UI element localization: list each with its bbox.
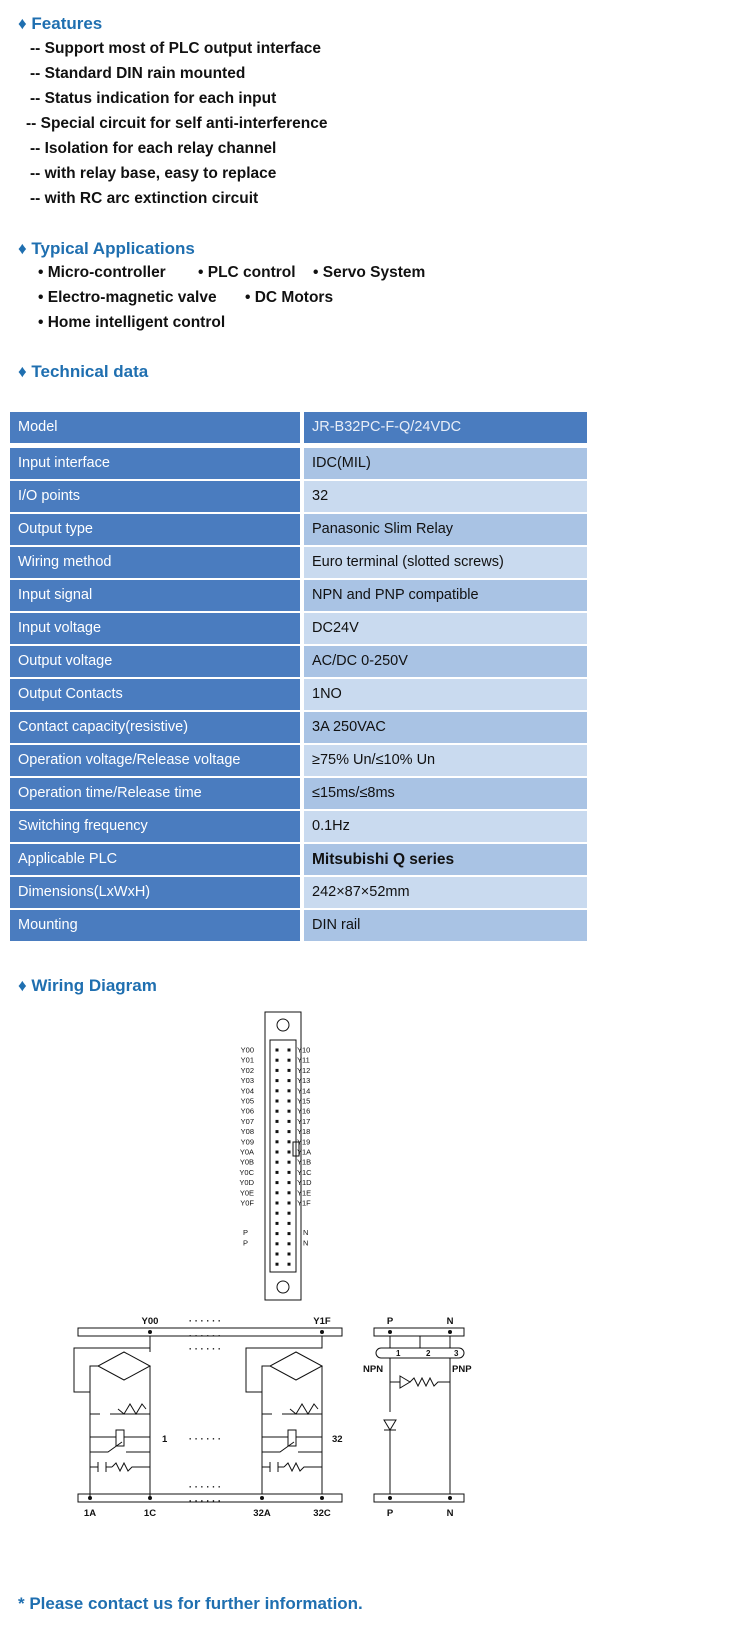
spec-key: Input voltage — [10, 613, 300, 644]
spec-value: 1NO — [304, 679, 587, 710]
spec-row — [10, 679, 587, 710]
diode — [384, 1420, 396, 1430]
wire — [246, 1336, 322, 1392]
relay-contact — [262, 1442, 322, 1452]
connector-pin-label: Y0F — [240, 1198, 254, 1208]
connector-pin-label: Y18 — [297, 1127, 311, 1137]
connector-pin-label: Y10 — [297, 1045, 311, 1055]
capacitor — [262, 1462, 284, 1472]
connector-pin — [276, 1191, 279, 1194]
label-channel-32: 32 — [332, 1434, 343, 1445]
connector-pin-label: Y00 — [240, 1045, 254, 1055]
connector-pin — [276, 1161, 279, 1164]
terminal-dot — [88, 1496, 92, 1500]
label-dots: · · · · · · — [188, 1482, 222, 1493]
terminal-dot — [148, 1330, 152, 1334]
applications-title: ♦ Typical Applications — [18, 239, 195, 258]
capacitor — [90, 1462, 112, 1472]
connector-pin — [276, 1212, 279, 1215]
spec-row — [10, 778, 587, 809]
label-dots: · · · · · · — [188, 1316, 222, 1327]
connector-pin-label: Y03 — [240, 1076, 254, 1086]
connector-pin — [276, 1059, 279, 1062]
wiring-title: ♦ Wiring Diagram — [18, 976, 157, 995]
connector-pin-label: Y06 — [240, 1106, 254, 1116]
label-n-bottom: N — [446, 1508, 454, 1519]
connector-pin-label: Y08 — [240, 1127, 254, 1137]
connector-pin — [276, 1140, 279, 1143]
spec-row — [10, 448, 587, 479]
connector-pin-label: Y07 — [240, 1116, 254, 1126]
spec-value: ≥75% Un/≤10% Un — [304, 745, 587, 776]
connector-pin — [288, 1100, 291, 1103]
label-npn: NPN — [363, 1364, 384, 1375]
features-title: ♦ Features — [18, 14, 103, 33]
label-switch-1: 1 — [396, 1349, 401, 1358]
connector-pin-label: Y19 — [297, 1137, 311, 1147]
connector-pin-label: Y15 — [297, 1096, 311, 1106]
rectifier-bridge — [270, 1352, 322, 1380]
wire — [262, 1414, 322, 1437]
rectifier-bridge — [98, 1352, 150, 1380]
connector-pin — [276, 1181, 279, 1184]
spec-row — [10, 712, 587, 743]
connector-pin — [288, 1181, 291, 1184]
connector-pin-label: Y16 — [297, 1106, 311, 1116]
connector-pin-label: N — [303, 1238, 309, 1248]
terminal-dot — [388, 1496, 392, 1500]
connector-pin — [276, 1110, 279, 1113]
connector-pin-label: Y05 — [240, 1096, 254, 1106]
application-item: • DC Motors — [245, 289, 334, 306]
wire — [90, 1366, 98, 1392]
connector-pin-label: Y0D — [239, 1178, 254, 1188]
spec-row — [10, 910, 587, 941]
feature-item: -- Support most of PLC output interface — [30, 40, 322, 57]
terminal-dot — [448, 1330, 452, 1334]
spec-value: Euro terminal (slotted screws) — [304, 547, 587, 578]
connector-pin — [276, 1130, 279, 1133]
application-item: • PLC control — [198, 264, 296, 281]
label-y00: Y00 — [141, 1316, 159, 1327]
connector-pin — [288, 1120, 291, 1123]
spec-value: AC/DC 0-250V — [304, 646, 587, 677]
spec-key: Input interface — [10, 448, 300, 479]
spec-key: Operation time/Release time — [10, 778, 300, 809]
connector-pin — [288, 1212, 291, 1215]
connector-pin-label: Y1E — [297, 1188, 312, 1198]
resistor — [118, 1404, 146, 1414]
connector-pin — [276, 1253, 279, 1256]
spec-key: Dimensions(LxWxH) — [10, 877, 300, 908]
spec-value: ≤15ms/≤8ms — [304, 778, 587, 809]
spec-row — [10, 613, 587, 644]
connector-pin — [276, 1100, 279, 1103]
label-dots: · · · · · · — [188, 1344, 222, 1355]
label-dots: · · · · · · — [188, 1496, 222, 1507]
spec-key: I/O points — [10, 481, 300, 512]
connector-pin — [276, 1151, 279, 1154]
spec-value: Mitsubishi Q series — [304, 844, 587, 875]
terminal-dot — [448, 1496, 452, 1500]
connector-pin — [276, 1222, 279, 1225]
spec-key: Wiring method — [10, 547, 300, 578]
label-1a: 1A — [83, 1508, 97, 1519]
feature-item: -- Standard DIN rain mounted — [30, 65, 246, 82]
connector-pin — [288, 1232, 291, 1235]
spec-key: Output type — [10, 514, 300, 545]
connector-pin — [288, 1130, 291, 1133]
connector-pin-label: P — [242, 1238, 248, 1248]
application-item: • Servo System — [313, 264, 426, 281]
label-switch-2: 2 — [426, 1349, 431, 1358]
connector-pin-label: Y1C — [297, 1167, 312, 1177]
technical-title: ♦ Technical data — [18, 362, 149, 381]
connector-pin-label: Y0B — [239, 1157, 254, 1167]
connector-pin-label: Y12 — [297, 1065, 311, 1075]
feature-item: -- Isolation for each relay channel — [30, 140, 277, 157]
label-1c: 1C — [143, 1508, 157, 1519]
wire — [390, 1336, 450, 1348]
connector-pin-label: Y11 — [297, 1055, 310, 1065]
spec-key: Model — [10, 412, 300, 443]
connector-pin-label: Y0C — [239, 1167, 254, 1177]
application-item: • Electro-magnetic valve — [38, 289, 217, 306]
snubber-resistor — [112, 1463, 150, 1471]
spec-value: 32 — [304, 481, 587, 512]
connector-mount-hole — [277, 1281, 289, 1293]
connector-pin-label: Y14 — [297, 1086, 311, 1096]
label-p-top: P — [386, 1316, 394, 1327]
connector-pin-label: Y1D — [297, 1178, 312, 1188]
spec-key: Input signal — [10, 580, 300, 611]
spec-row — [10, 811, 587, 842]
connector-pin — [288, 1202, 291, 1205]
contact-note: * Please contact us for further information. — [18, 1594, 363, 1613]
connector-pin — [276, 1089, 279, 1092]
wiring-schematic — [70, 1312, 490, 1522]
spec-key: Contact capacity(resistive) — [10, 712, 300, 743]
terminal-dot — [320, 1496, 324, 1500]
connector-pin-label: N — [303, 1228, 309, 1238]
spec-row — [10, 514, 587, 545]
spec-value: 3A 250VAC — [304, 712, 587, 743]
connector-pin — [276, 1049, 279, 1052]
connector-pin — [288, 1069, 291, 1072]
connector-pin — [288, 1140, 291, 1143]
connector-pin — [288, 1191, 291, 1194]
connector-socket — [270, 1040, 296, 1272]
spec-row — [10, 547, 587, 578]
spec-value: NPN and PNP compatible — [304, 580, 587, 611]
connector-pin — [288, 1263, 291, 1266]
label-32c: 32C — [313, 1508, 331, 1519]
spec-row — [10, 481, 587, 512]
connector-pin-label: Y1F — [297, 1198, 311, 1208]
feature-item: -- with RC arc extinction circuit — [30, 190, 259, 207]
spec-key: Mounting — [10, 910, 300, 941]
connector-pin-label: Y01 — [240, 1055, 254, 1065]
feature-item: -- Status indication for each input — [30, 90, 277, 107]
connector-pin — [276, 1202, 279, 1205]
wire — [390, 1382, 450, 1494]
spec-value: IDC(MIL) — [304, 448, 587, 479]
connector-pin-label: Y09 — [240, 1137, 254, 1147]
connector-pin-label: Y13 — [297, 1076, 311, 1086]
terminal-dot — [320, 1330, 324, 1334]
spec-value: 0.1Hz — [304, 811, 587, 842]
connector-pin — [276, 1263, 279, 1266]
terminal-dot — [148, 1496, 152, 1500]
spec-row — [10, 844, 587, 875]
connector-pin — [276, 1120, 279, 1123]
connector-pin — [288, 1253, 291, 1256]
spec-value: Panasonic Slim Relay — [304, 514, 587, 545]
connector-pin-label: Y02 — [240, 1065, 254, 1075]
spec-row — [10, 646, 587, 677]
label-n-top: N — [446, 1316, 454, 1327]
connector-pin — [276, 1069, 279, 1072]
connector-pin — [288, 1110, 291, 1113]
label-switch-3: 3 — [454, 1349, 459, 1358]
connector-pin — [276, 1079, 279, 1082]
npn-pnp-switch — [376, 1348, 464, 1358]
application-item: • Micro-controller — [38, 264, 166, 281]
idc-connector-diagram — [230, 1010, 340, 1305]
connector-pin — [288, 1222, 291, 1225]
relay-contact — [90, 1442, 150, 1452]
spec-row — [10, 580, 587, 611]
connector-pin — [288, 1242, 291, 1245]
spec-key: Applicable PLC — [10, 844, 300, 875]
label-p-bottom: P — [386, 1508, 394, 1519]
spec-row — [10, 412, 587, 443]
wire — [74, 1336, 150, 1392]
label-y1f: Y1F — [313, 1316, 331, 1327]
spec-row — [10, 745, 587, 776]
spec-value: 242×87×52mm — [304, 877, 587, 908]
snubber-resistor — [284, 1463, 322, 1471]
connector-pin — [288, 1049, 291, 1052]
connector-pin — [288, 1079, 291, 1082]
wire — [390, 1358, 450, 1382]
led-resistor — [390, 1378, 450, 1386]
label-32a: 32A — [253, 1508, 271, 1519]
connector-pin-label: Y1A — [297, 1147, 312, 1157]
wire — [262, 1366, 270, 1392]
spec-key: Output voltage — [10, 646, 300, 677]
label-channel-1: 1 — [162, 1434, 168, 1445]
connector-pin-label: P — [242, 1228, 248, 1238]
wire — [90, 1494, 150, 1498]
connector-pin — [276, 1232, 279, 1235]
application-item: • Home intelligent control — [38, 314, 226, 331]
connector-pin — [288, 1151, 291, 1154]
spec-value: DC24V — [304, 613, 587, 644]
connector-pin-label: Y1B — [297, 1157, 312, 1167]
connector-pin — [288, 1089, 291, 1092]
label-pnp: PNP — [452, 1364, 472, 1375]
spec-value: DIN rail — [304, 910, 587, 941]
spec-key: Switching frequency — [10, 811, 300, 842]
spec-value: JR-B32PC-F-Q/24VDC — [304, 412, 587, 443]
connector-pin — [288, 1171, 291, 1174]
wire — [90, 1414, 150, 1437]
terminal-dot — [260, 1496, 264, 1500]
resistor — [290, 1404, 318, 1414]
connector-pin-label: Y0E — [239, 1188, 254, 1198]
connector-pin — [276, 1171, 279, 1174]
spec-row — [10, 877, 587, 908]
spec-key: Operation voltage/Release voltage — [10, 745, 300, 776]
connector-pin-label: Y04 — [240, 1086, 254, 1096]
spec-key: Output Contacts — [10, 679, 300, 710]
label-dots: · · · · · · — [188, 1331, 222, 1342]
wire — [90, 1437, 150, 1462]
terminal-dot — [388, 1330, 392, 1334]
connector-mount-hole — [277, 1019, 289, 1031]
feature-item: -- with relay base, easy to replace — [30, 165, 277, 182]
label-dots: · · · · · · — [188, 1434, 222, 1445]
feature-item: -- Special circuit for self anti-interference — [26, 115, 328, 132]
led — [400, 1376, 410, 1388]
connector-pin — [276, 1242, 279, 1245]
connector-pin — [288, 1161, 291, 1164]
connector-pin-label: Y17 — [297, 1116, 311, 1126]
connector-pin — [288, 1059, 291, 1062]
connector-pins — [276, 1049, 291, 1266]
connector-pin-label: Y0A — [239, 1147, 254, 1157]
